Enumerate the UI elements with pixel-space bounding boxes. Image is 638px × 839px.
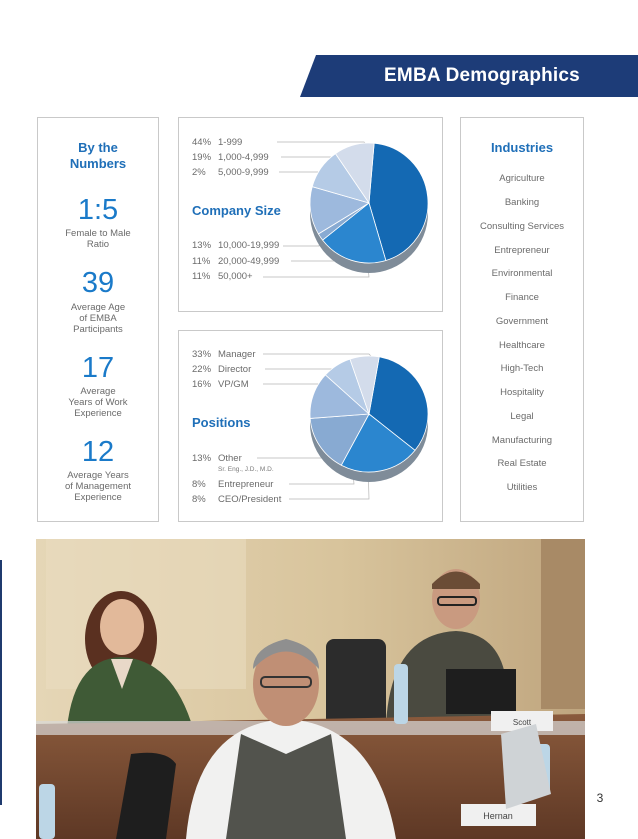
industry-item: Manufacturing xyxy=(491,435,553,446)
stat-value: 1:5 xyxy=(77,194,119,226)
company-row: 19% 1,000-4,999 xyxy=(192,152,269,163)
industry-item: High-Tech xyxy=(500,363,544,374)
industry-item: Legal xyxy=(510,411,534,422)
industry-item: Consulting Services xyxy=(480,221,564,232)
nameplate-scott: Scott xyxy=(512,718,532,727)
company-row: 13% 10,000-19,999 xyxy=(192,240,280,251)
industry-item: Entrepreneur xyxy=(494,245,550,256)
position-row: 33% Manager xyxy=(192,349,256,360)
industry-item: Banking xyxy=(504,197,540,208)
stat-value: 12 xyxy=(81,436,115,468)
company-row: 44% 1-999 xyxy=(192,137,243,148)
industry-item: Government xyxy=(495,316,549,327)
industry-item: Agriculture xyxy=(499,173,545,184)
stat-caption: Female to Male Ratio xyxy=(65,228,131,250)
positions-heading: Positions xyxy=(192,415,251,430)
stat-caption: Average Years of Work Experience xyxy=(68,386,128,419)
industries-panel xyxy=(460,117,584,522)
position-row: 22% Director xyxy=(192,364,252,375)
position-row: 16% VP/GM xyxy=(192,379,249,390)
position-row: 8% CEO/President xyxy=(192,494,282,505)
page-title: EMBA Demographics xyxy=(384,65,580,86)
classroom-photo xyxy=(36,539,585,839)
industry-item: Real Estate xyxy=(497,458,547,469)
industries-title: Industries xyxy=(490,140,554,155)
industry-item: Finance xyxy=(505,292,539,303)
company-row: 2% 5,000-9,999 xyxy=(192,167,269,178)
header-banner xyxy=(300,55,638,97)
industry-item: Utilities xyxy=(506,482,538,493)
company-row: 11% 50,000+ xyxy=(192,271,253,282)
position-row: 8% Entrepreneur xyxy=(192,479,274,490)
photo-illustration xyxy=(36,539,585,839)
company-row: 11% 20,000-49,999 xyxy=(192,256,280,267)
company-size-panel xyxy=(178,117,443,312)
company-size-heading: Company Size xyxy=(192,203,281,218)
stat-value: 39 xyxy=(81,267,115,299)
pie-slices xyxy=(310,143,428,273)
positions-panel xyxy=(178,330,443,522)
stat-caption: Average Age of EMBA Participants xyxy=(70,302,126,335)
other-note: Sr. Eng., J.D., M.D. xyxy=(218,466,274,473)
position-row: 13% Other xyxy=(192,453,242,464)
industry-item: Hospitality xyxy=(500,387,544,398)
stat-caption: Average Years of Management Experience xyxy=(64,470,131,503)
by-the-numbers-panel xyxy=(37,117,159,522)
nameplate-hernan: Hernan xyxy=(483,811,513,821)
industry-item: Healthcare xyxy=(499,340,545,351)
side-accent-line xyxy=(0,560,2,805)
pie-slices xyxy=(310,356,428,482)
stat-value: 17 xyxy=(81,352,115,384)
numbers-title: By the Numbers xyxy=(69,140,127,171)
industry-item: Environmental xyxy=(491,268,553,279)
page-number: 3 xyxy=(596,791,604,805)
